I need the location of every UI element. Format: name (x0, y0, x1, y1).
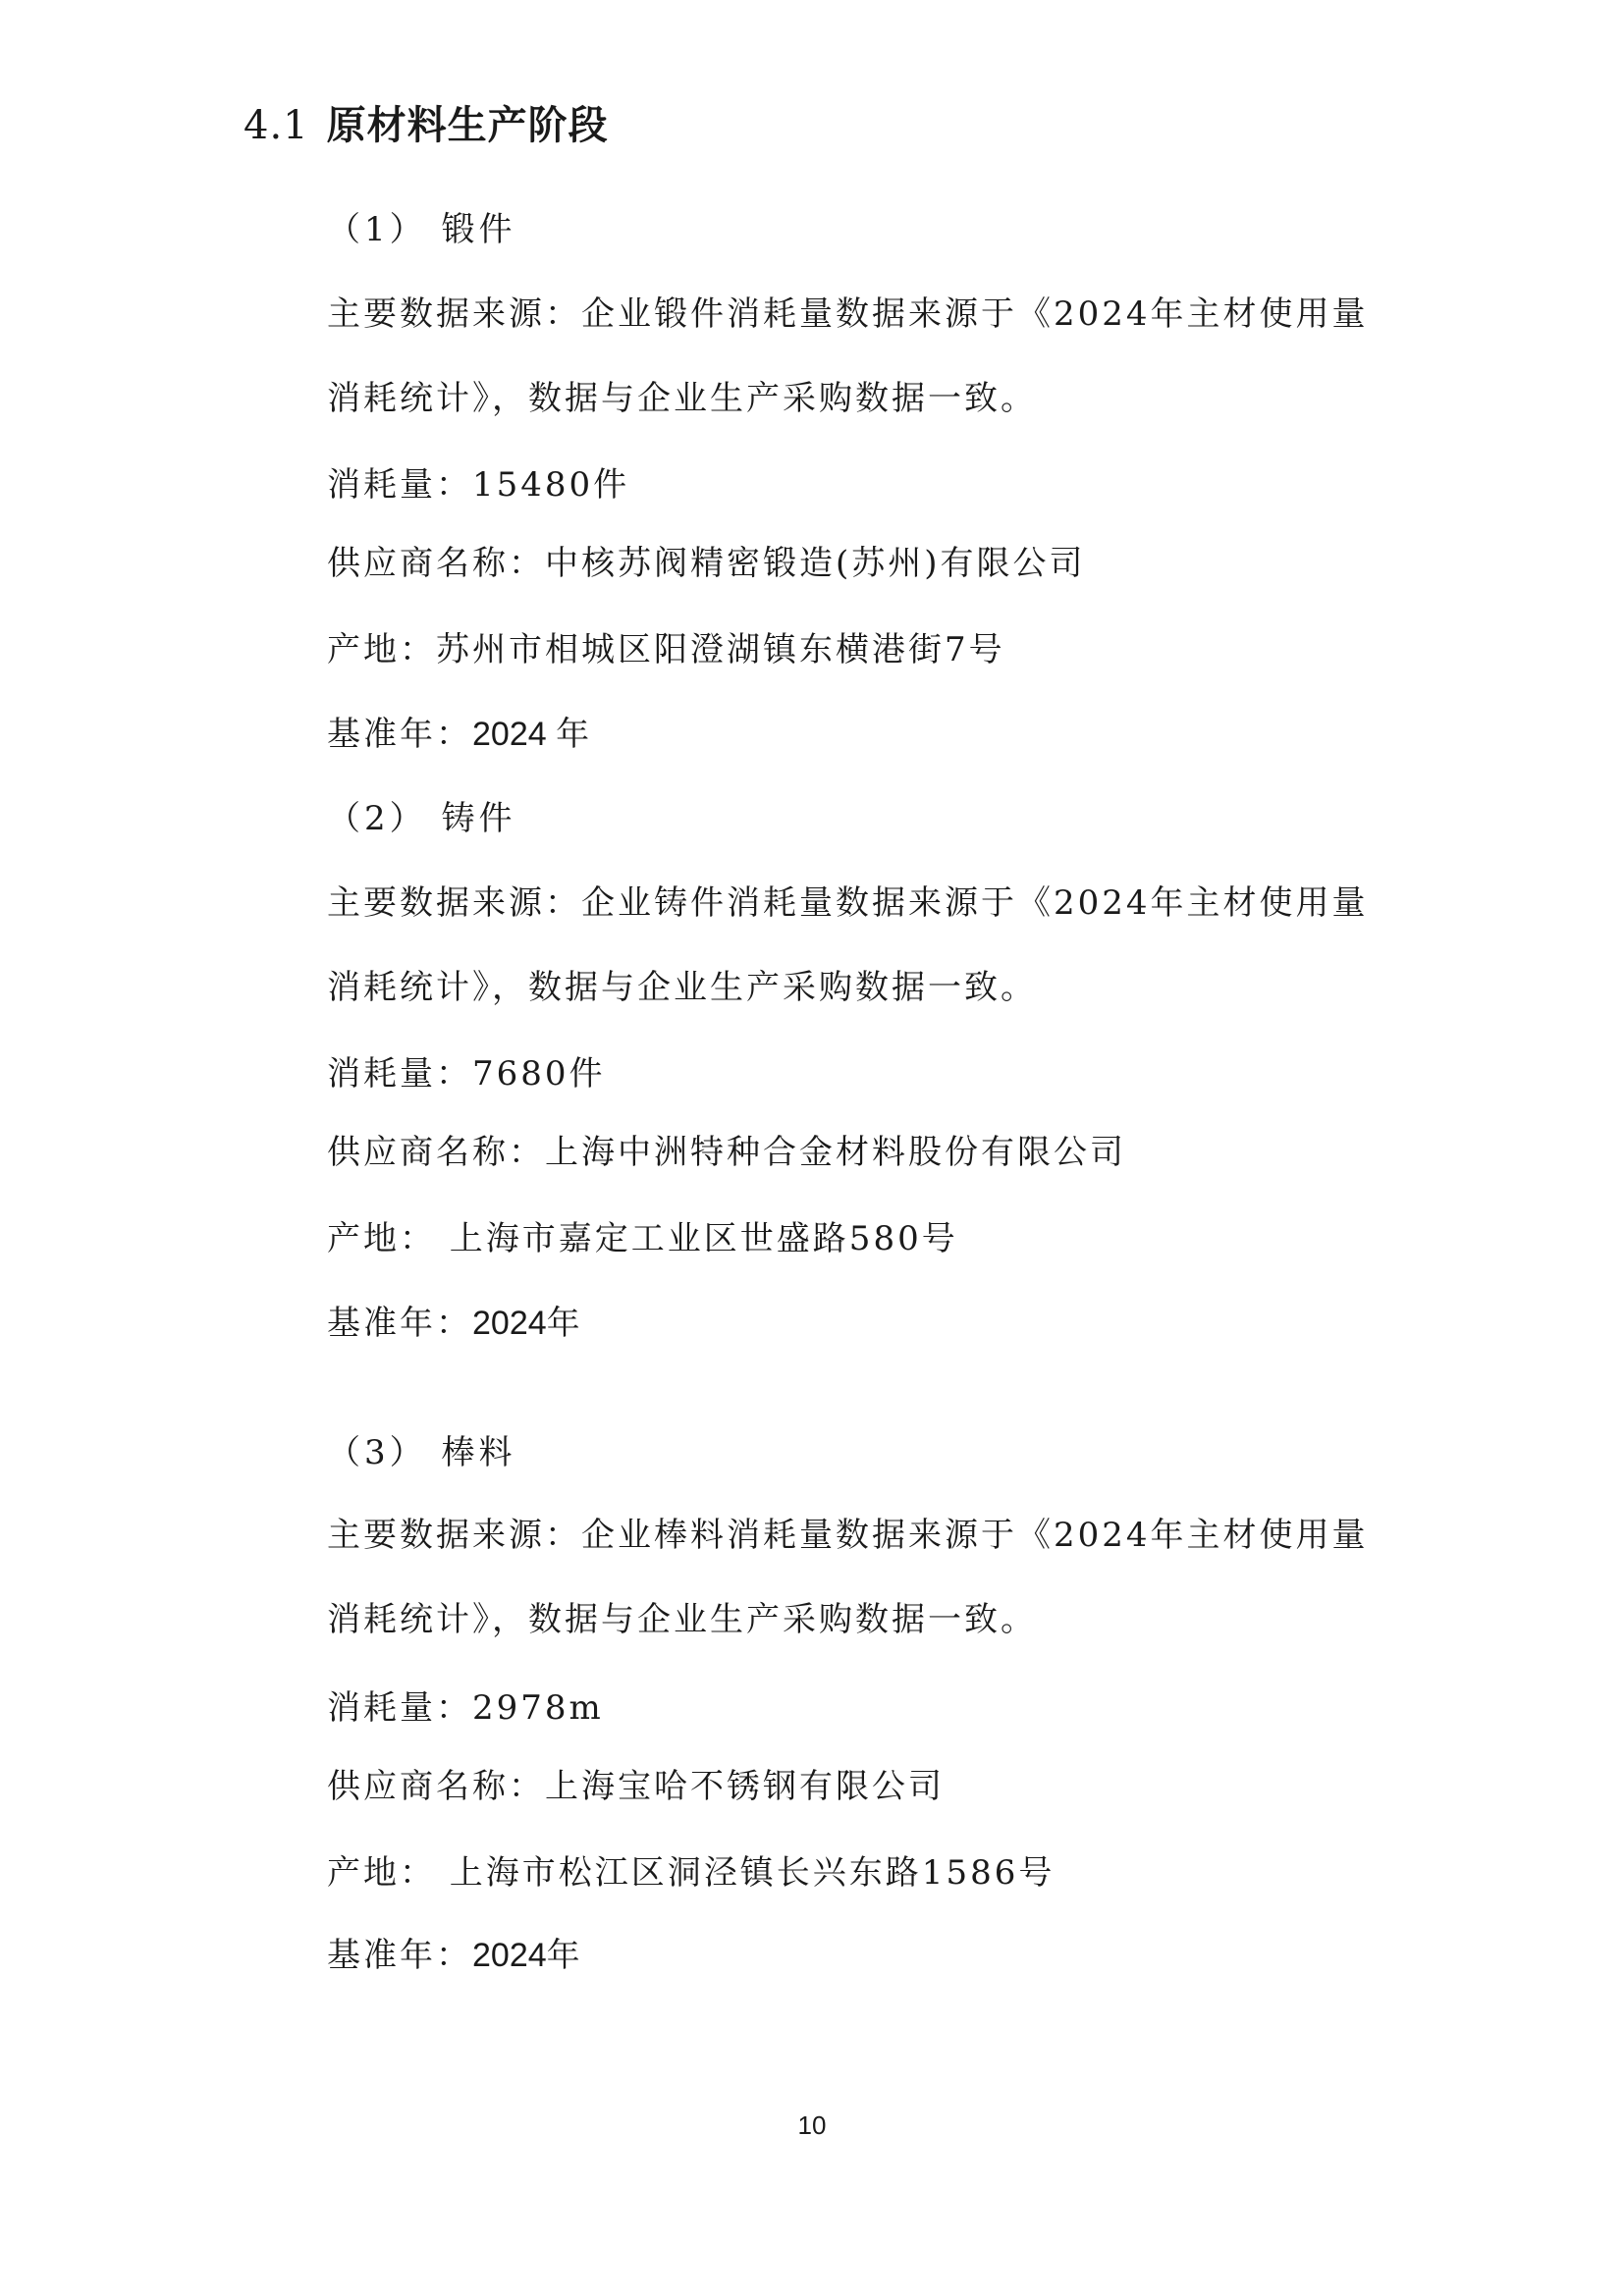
item-consumption-bar: 消耗量：2978m (327, 1688, 604, 1728)
item-consumption-casting: 消耗量：7680件 (327, 1054, 606, 1094)
item-base-year-casting (327, 1296, 580, 1344)
item-source-line2-forging: 消耗统计》，数据与企业生产采购数据一致。 (327, 379, 1037, 418)
item-base-year-forging (327, 707, 589, 755)
item-location-bar: 产地： 上海市松江区洞泾镇长兴东路1586号 (327, 1853, 1056, 1893)
item-supplier-casting: 供应商名称：上海中洲特种合金材料股份有限公司 (327, 1133, 1126, 1172)
item-consumption-forging: 消耗量：15480件 (327, 465, 630, 505)
base-year-label: 基准年： (327, 1936, 472, 1975)
item-supplier-forging: 供应商名称：中核苏阀精密锻造(苏州)有限公司 (327, 544, 1086, 583)
item-source-line2-bar: 消耗统计》，数据与企业生产采购数据一致。 (327, 1600, 1037, 1639)
section-heading (244, 94, 609, 150)
item-location-casting: 产地： 上海市嘉定工业区世盛路580号 (327, 1219, 958, 1258)
item-source-line1-casting: 主要数据来源：企业铸件消耗量数据来源于《2024年主材使用量 (327, 883, 1369, 923)
item-heading-forging: （1） 锻件 (327, 210, 516, 249)
base-year-label: 基准年： (327, 1304, 472, 1343)
base-year-value: 2024年 (472, 1937, 580, 1974)
item-source-line1-bar: 主要数据来源：企业棒料消耗量数据来源于《2024年主材使用量 (327, 1516, 1369, 1555)
item-location-forging: 产地：苏州市相城区阳澄湖镇东横港街7号 (327, 630, 1005, 669)
item-source-line1-forging: 主要数据来源：企业锻件消耗量数据来源于《2024年主材使用量 (327, 294, 1369, 334)
item-base-year-bar (327, 1928, 580, 1976)
item-heading-bar: （3） 棒料 (327, 1433, 516, 1472)
item-source-line2-casting: 消耗统计》，数据与企业生产采购数据一致。 (327, 968, 1037, 1007)
section-title: 原材料生产阶段 (326, 102, 609, 148)
item-heading-casting: （2） 铸件 (327, 799, 516, 838)
page-number: 10 (797, 2110, 827, 2140)
base-year-label: 基准年： (327, 715, 472, 754)
base-year-value: 2024 年 (472, 716, 590, 753)
item-supplier-bar: 供应商名称：上海宝哈不锈钢有限公司 (327, 1767, 945, 1806)
section-number: 4.1 (244, 103, 309, 148)
base-year-value: 2024年 (472, 1305, 580, 1342)
